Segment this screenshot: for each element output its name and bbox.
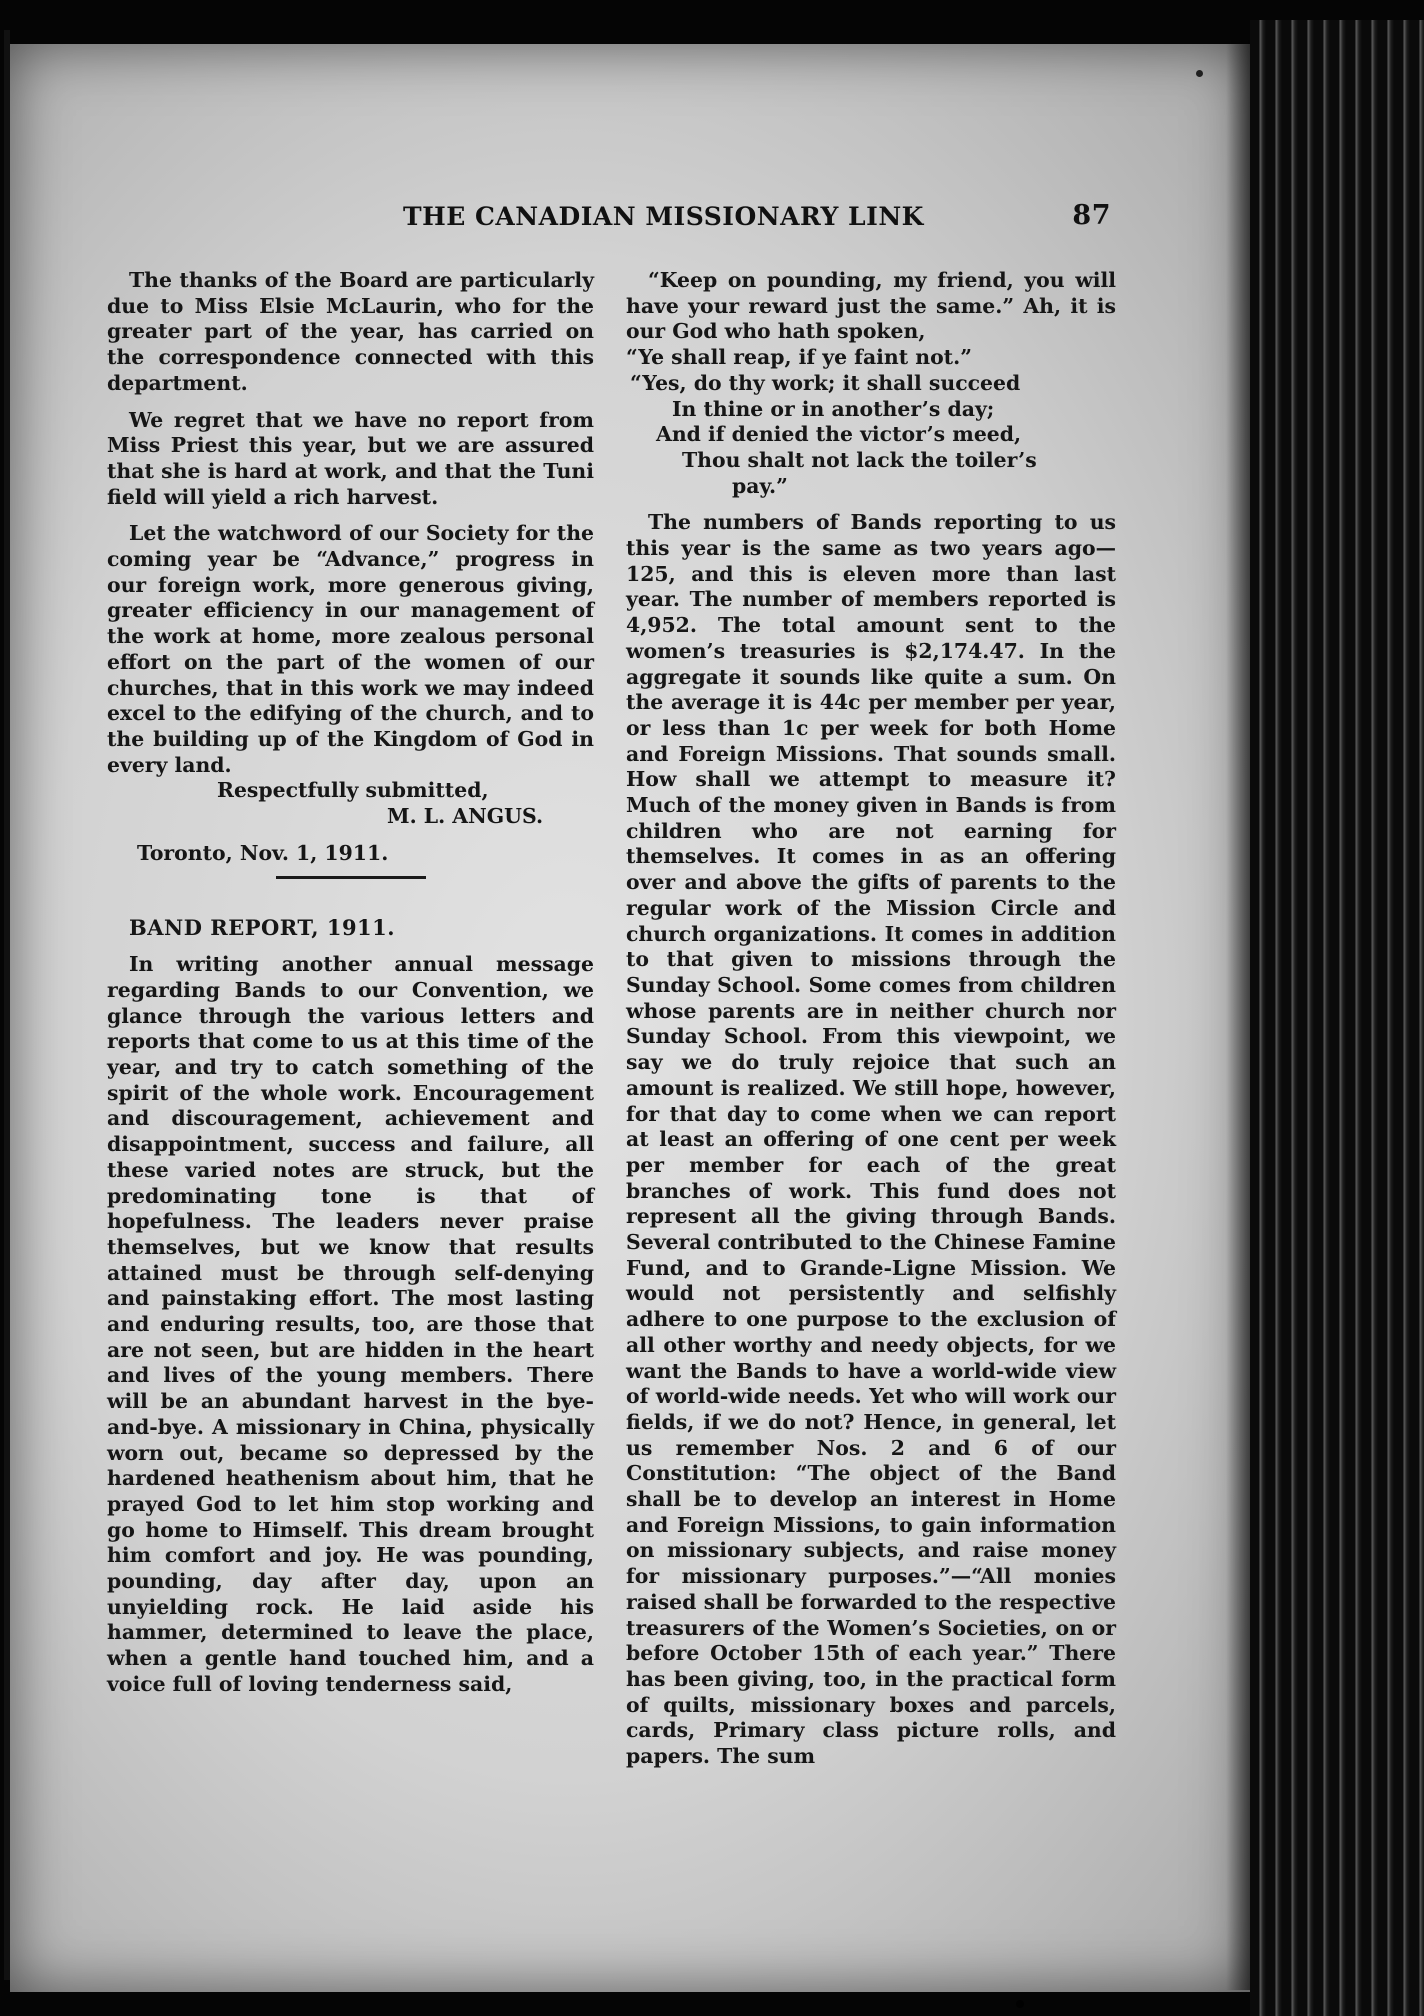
paragraph-thanks: The thanks of the Board are particularly due to Miss Elsie McLaurin, who for the greater part of the year, has carried on the correspondence connected with this department. <box>107 268 594 395</box>
journal-title: THE CANADIAN MISSIONARY LINK <box>403 202 924 231</box>
poem-line: And if denied the victor’s meed, <box>656 422 1022 447</box>
paragraph-band-numbers: The numbers of Bands reporting to us this year is the same as two years ago—125, and this is eleven more than last year. The number of members reported is 4,952. The total amount sent to the women’s treasuries is $2,174.47. In the aggregate it sounds like quite a sum. On the average it is 44c per member per year, or less than 1c per week for both Home and Foreign Missions. That sounds small. How shall we attempt to measure it? Much of the money given in Bands is from children who are not earning for themselves. It comes in as an offering over and above the gifts of parents to the regular work of the Mission Circle and church organizations. It comes in addition to that given to missions through the Sunday School. Some comes from children whose parents are in neither church nor Sunday School. From this viewpoint, we say we do truly rejoice that such an amount is realized. We still hope, however, for that day to come when we can report at least an offering of one cent per week per member for each of the great branches of work. This fund does not represent all the giving through Bands. Several contributed to the Chinese Famine Fund, and to Grande-Ligne Mission. We would not persistently and selfishly adhere to one purpose to the exclusion of all other worthy and needy objects, for we want the Bands to have a world-wide view of world-wide needs. Yet who will work our fields, if we do not? Hence, in general, let us remember Nos. 2 and 6 of our Constitution: “The object of the Band shall be to develop an interest in Home and Foreign Missions, to gain information on missionary subjects, and raise money for missionary purposes.”—“All monies raised shall be forwarded to the respective treasurers of the Women’s Societies, on or before October 15th of each year.” There has been giving, too, in the practical form of quilts, missionary boxes and parcels, cards, Primary class picture rolls, and papers. The sum <box>626 510 1116 1769</box>
paragraph-regret: We regret that we have no report from Miss Priest this year, but we are assured that she is hard at work, and that the Tuni field will yield a rich harvest. <box>107 407 594 509</box>
date-line: Toronto, Nov. 1, 1911. <box>137 840 389 865</box>
poem-line: In thine or in another’s day; <box>672 396 995 421</box>
signature: M. L. ANGUS. <box>387 804 544 829</box>
running-header <box>403 202 1123 238</box>
book-gutter <box>1250 20 1424 2016</box>
poem-line: Thou shalt not lack the toiler’s <box>682 447 1037 472</box>
left-column <box>107 268 594 1698</box>
paragraph-keep-pounding: “Keep on pounding, my friend, you will have your reward just the same.” Ah, it is our God who hath spoken, <box>626 268 1116 344</box>
poem <box>626 371 1116 500</box>
paragraph-band-report: In writing another annual message regarding Bands to our Convention, we glance through the various letters and reports that come to us at this time of the year, and try to catch something of the spirit of the whole work. Encouragement and discouragement, achievement and disappointment, success and failure, all these varied notes are struck, but the predominating tone is that of hopefulness. The leaders never praise themselves, but we know that results attained must be through self-denying and painstaking effort. The most lasting and enduring results, too, are those that are not seen, but are hidden in the heart and lives of the young members. There will be an abundant harvest in the bye-and-bye. A missionary in China, physically worn out, became so depressed by the hardened heathenism about him, that he prayed God to let him stop working and go home to Himself. This dream brought him comfort and joy. He was pounding, pounding, day after day, upon an unyielding rock. He laid aside his hammer, determined to leave the place, when a gentle hand touched him, and a voice full of loving tenderness said, <box>107 952 594 1696</box>
paragraph-watchword: Let the watchword of our Society for the coming year be “Advance,” progress in our foreign work, more generous giving, greater efficiency in our management of the work at home, more zealous personal effort on the part of the women of our churches, that in this work we may indeed excel to the edifying of the church, and to the building up of the Kingdom of God in every land. <box>107 521 594 777</box>
ink-speck <box>1196 70 1203 77</box>
page-edge <box>4 30 10 1980</box>
poem-line: pay.” <box>732 473 788 498</box>
right-column <box>626 268 1116 1770</box>
poem-line: “Yes, do thy work; it shall succeed <box>630 370 1021 395</box>
section-title: BAND REPORT, 1911. <box>129 915 396 941</box>
page-number: 87 <box>1072 200 1111 231</box>
scripture-quote: “Ye shall reap, if ye faint not.” <box>626 345 972 370</box>
ink-speck <box>1016 2000 1024 2008</box>
closing-line: Respectfully submitted, <box>217 778 489 803</box>
